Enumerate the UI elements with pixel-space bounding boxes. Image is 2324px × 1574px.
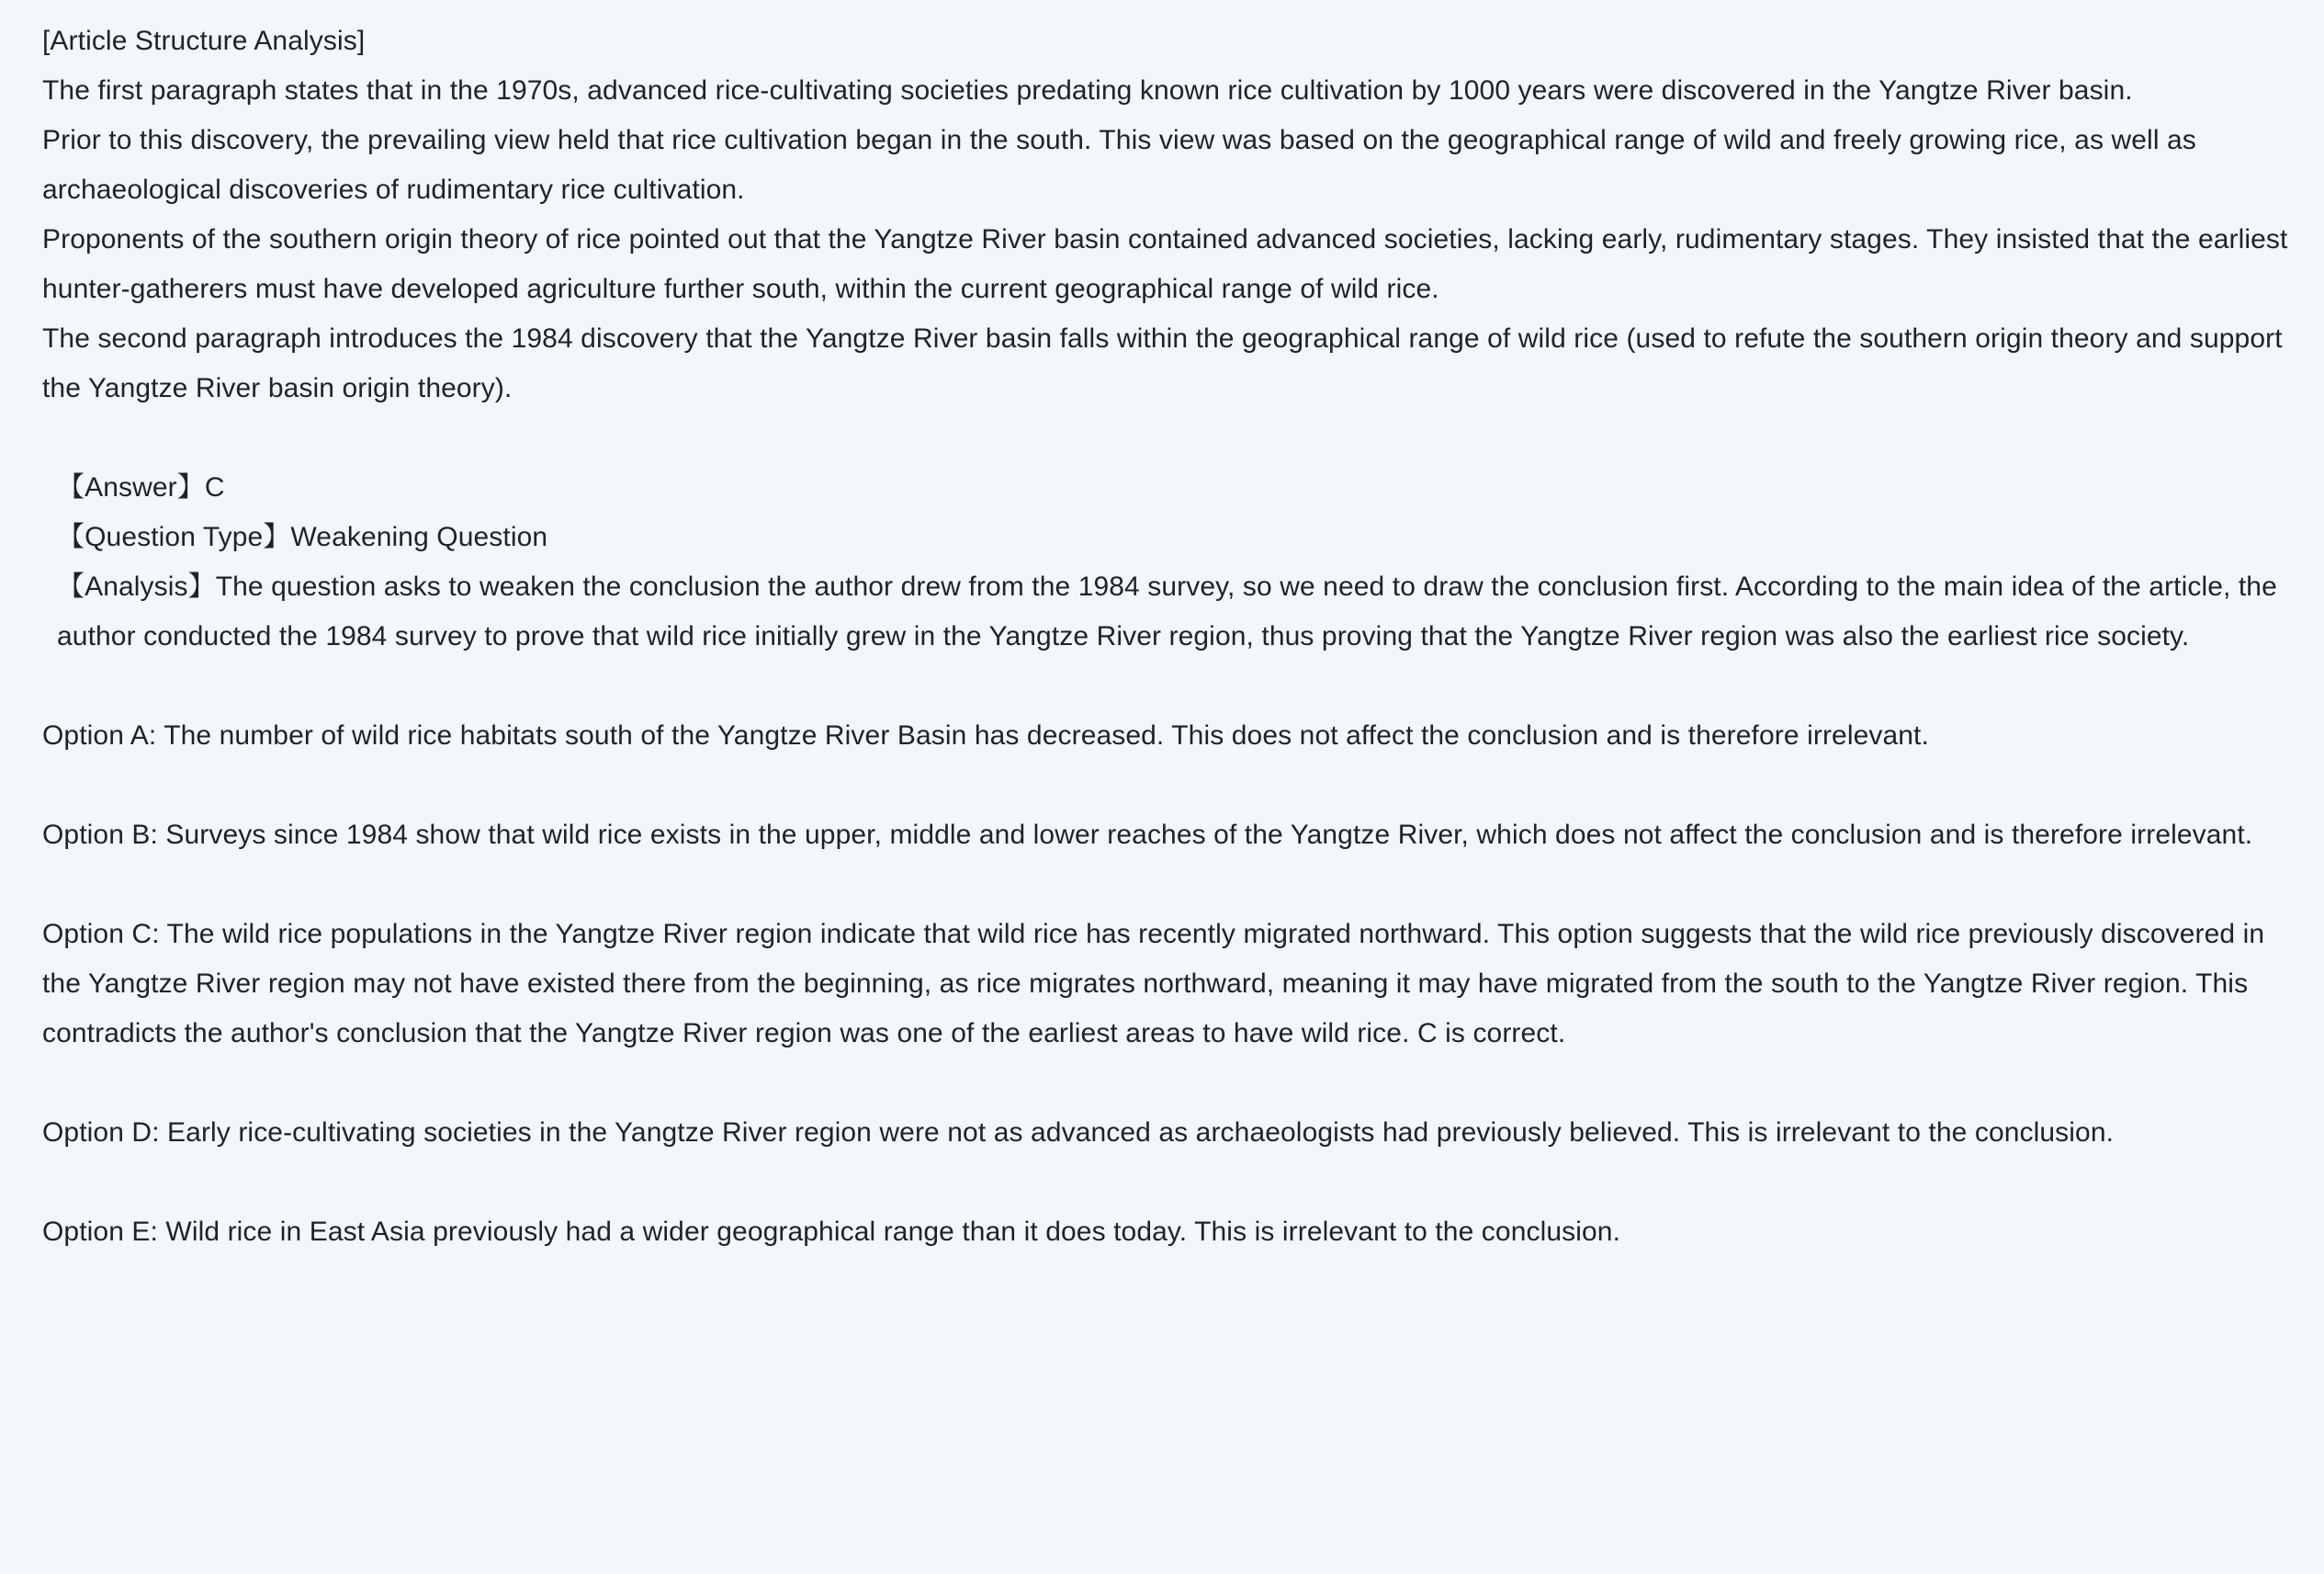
analysis-line: 【Analysis】The question asks to weaken the conclusion the author drew from the 1984 survey, so we need to draw the conclusion first. According to the main idea of the article, the author conducted the 1984 survey to prove that wild rice initially grew in the Yangtze River region, thus proving that the Yangtze River region was also the earliest rice society. (57, 572, 2277, 651)
option-e: Option E: Wild rice in East Asia previously had a wider geographical range than it does today. This is irrelevant to the conclusion. (42, 1217, 1620, 1247)
option-gap (42, 761, 2293, 810)
question-type-line: 【Question Type】Weakening Question (57, 522, 548, 552)
option-gap (42, 1059, 2293, 1108)
options-list (42, 711, 2293, 1257)
option-gap (42, 1158, 2293, 1207)
option-a: Option A: The number of wild rice habitats south of the Yangtze River Basin has decreased. This does not affect the conclusion and is therefore irrelevant. (42, 720, 1929, 751)
option-d: Option D: Early rice-cultivating societies in the Yangtze River region were not as advanced as archaeologists had previously believed. This is irrelevant to the conclusion. (42, 1117, 2115, 1148)
structure-paragraph: Proponents of the southern origin theory of rice pointed out that the Yangtze River basin contained advanced societies, lacking early, rudimentary stages. They insisted that the earliest hunter-gatherers must have developed agriculture further south, within the current geographical range of wild rice. (42, 224, 2288, 304)
options-divider-space (42, 662, 2293, 711)
option-c: Option C: The wild rice populations in the Yangtze River region indicate that wild rice has recently migrated northward. This option suggests that the wild rice previously discovered in the Yangtze River region may not have existed there from the beginning, as rice migrates northward, meaning it may have migrated from the south to the Yangtze River region. This contradicts the author's conclusion that the Yangtze River region was one of the earliest areas to have wild rice. C is correct. (42, 919, 2265, 1048)
structure-paragraph: The second paragraph introduces the 1984 discovery that the Yangtze River basin falls within the geographical range of wild rice (used to refute the southern origin theory and support the Yangtze River basin origin theory). (42, 323, 2283, 403)
answer-line: 【Answer】C (57, 472, 225, 503)
section-heading: [Article Structure Analysis] (42, 26, 366, 56)
section-divider-space (42, 413, 2293, 463)
answer-analysis-section (42, 463, 2293, 662)
option-gap (42, 860, 2293, 910)
structure-paragraph: The first paragraph states that in the 1970s, advanced rice-cultivating societies predating known rice cultivation by 1000 years were discovered in the Yangtze River basin. (42, 75, 2133, 106)
option-b: Option B: Surveys since 1984 show that wild rice exists in the upper, middle and lower reaches of the Yangtze River, which does not affect the conclusion and is therefore irrelevant. (42, 820, 2253, 850)
structure-paragraph: Prior to this discovery, the prevailing view held that rice cultivation began in the south. This view was based on the geographical range of wild and freely growing rice, as well as archaeological discoveries of rudimentary rice cultivation. (42, 125, 2196, 205)
article-structure-analysis-section (42, 17, 2293, 413)
